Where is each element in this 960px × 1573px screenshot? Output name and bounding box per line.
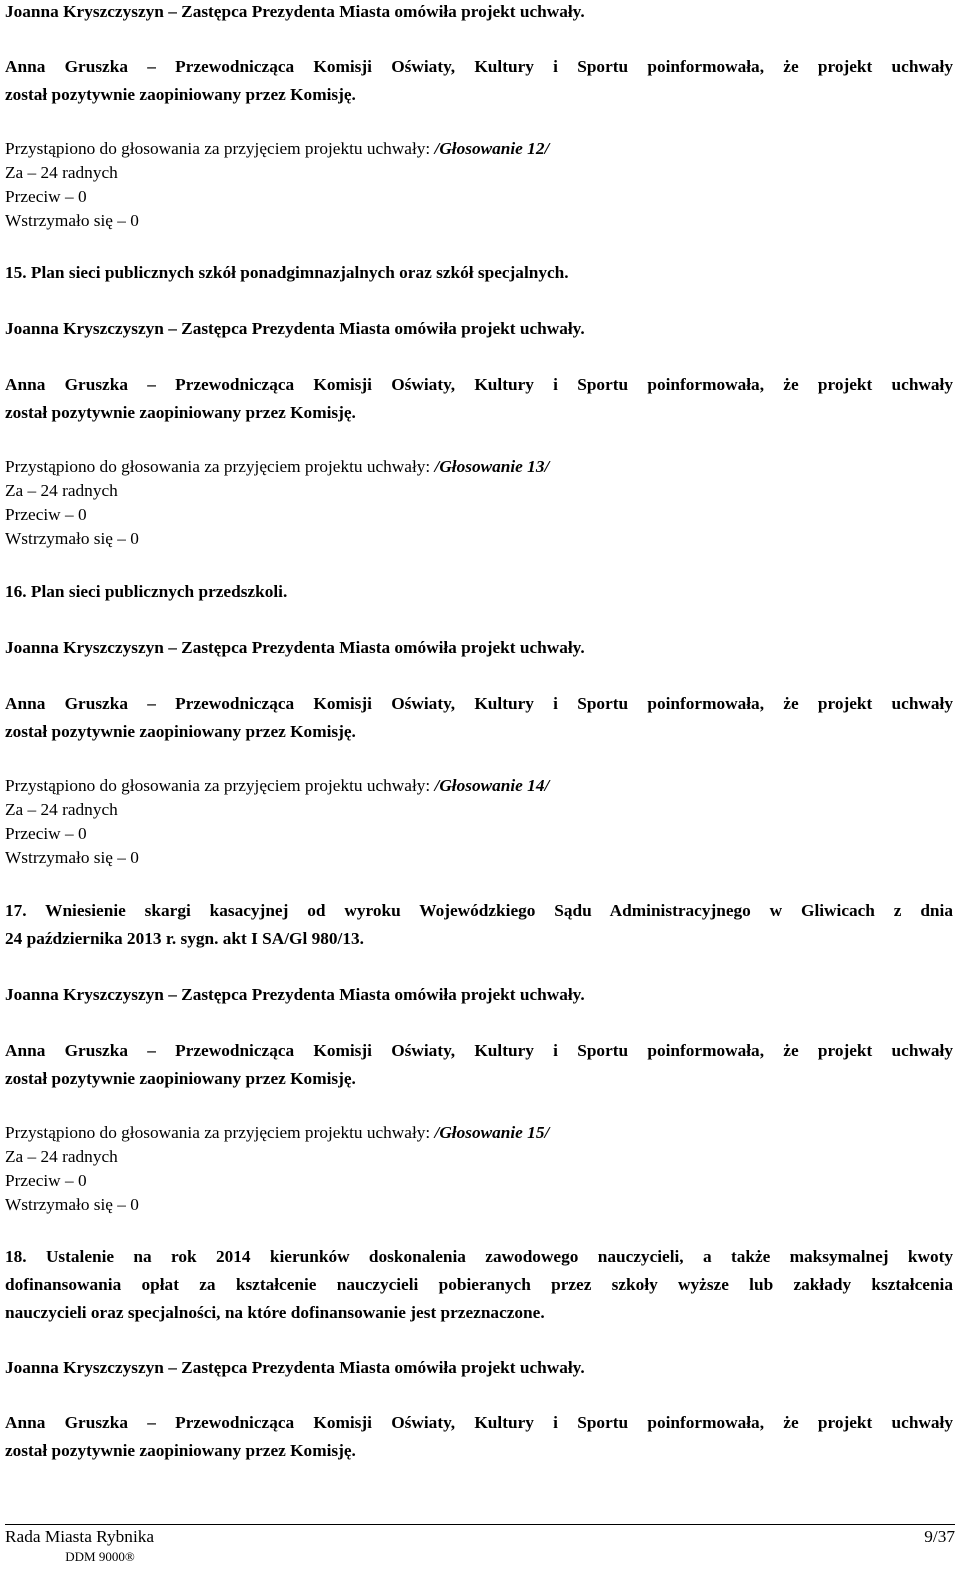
agenda-item-17-cont: 24 października 2013 r. sygn. akt I SA/Gl 980/13.: [5, 929, 364, 948]
agenda-item-18-cont: nauczycieli oraz specjalności, na które dofinansowanie jest przeznaczone.: [5, 1303, 545, 1322]
agenda-item-16: 16. Plan sieci publicznych przedszkoli.: [5, 582, 288, 601]
footer-council-name: Rada Miasta Rybnika: [5, 1527, 155, 1546]
vote-abstain: Wstrzymało się – 0: [5, 848, 139, 867]
vote-abstain: Wstrzymało się – 0: [5, 1195, 139, 1214]
committee-line: Anna Gruszka – Przewodnicząca Komisji Oświaty, Kultury i Sportu poinformowała, że projekt uchwały: [5, 375, 953, 394]
agenda-item-15: 15. Plan sieci publicznych szkół ponadgimnazjalnych oraz szkół specjalnych.: [5, 263, 569, 282]
vote-number: /Głosowanie 12/: [434, 139, 550, 158]
speaker-line: Joanna Kryszczyszyn – Zastępca Prezydenta Miasta omówiła projekt uchwały.: [5, 638, 585, 657]
committee-line-cont: został pozytywnie zaopiniowany przez Komisję.: [5, 722, 356, 741]
speaker-line: Joanna Kryszczyszyn – Zastępca Prezydenta Miasta omówiła projekt uchwały.: [5, 985, 585, 1004]
committee-line: Anna Gruszka – Przewodnicząca Komisji Oświaty, Kultury i Sportu poinformowała, że projekt uchwały: [5, 57, 953, 76]
vote-number: /Głosowanie 13/: [434, 457, 550, 476]
speaker-line: Joanna Kryszczyszyn – Zastępca Prezydenta Miasta omówiła projekt uchwały.: [5, 319, 585, 338]
vote-for: Za – 24 radnych: [5, 163, 118, 182]
vote-number: /Głosowanie 15/: [434, 1123, 550, 1142]
vote-against: Przeciw – 0: [5, 187, 87, 206]
committee-line-cont: został pozytywnie zaopiniowany przez Komisję.: [5, 85, 356, 104]
vote-intro: Przystąpiono do głosowania za przyjęciem projektu uchwały: /Głosowanie 15/: [5, 1123, 550, 1142]
vote-for: Za – 24 radnych: [5, 800, 118, 819]
vote-number: /Głosowanie 14/: [434, 776, 550, 795]
footer-mark: DDM 9000®: [65, 1549, 135, 1564]
page-number: 9/37: [924, 1527, 955, 1546]
committee-line-cont: został pozytywnie zaopiniowany przez Komisję.: [5, 403, 356, 422]
agenda-item-18: 18. Ustalenie na rok 2014 kierunków doskonalenia zawodowego nauczycieli, a także maksymalnej kwoty: [5, 1247, 953, 1266]
vote-against: Przeciw – 0: [5, 505, 87, 524]
committee-line-cont: został pozytywnie zaopiniowany przez Komisję.: [5, 1069, 356, 1088]
committee-line: Anna Gruszka – Przewodnicząca Komisji Oświaty, Kultury i Sportu poinformowała, że projekt uchwały: [5, 694, 953, 713]
agenda-item-17: 17. Wniesienie skargi kasacyjnej od wyroku Wojewódzkiego Sądu Administracyjnego w Gliwicach z dnia: [5, 901, 953, 920]
agenda-item-18-cont: dofinansowania opłat za kształcenie nauczycieli pobieranych przez szkoły wyższe lub zakłady kształcenia: [5, 1275, 953, 1294]
committee-line-cont: został pozytywnie zaopiniowany przez Komisję.: [5, 1441, 356, 1460]
vote-intro: Przystąpiono do głosowania za przyjęciem projektu uchwały: /Głosowanie 13/: [5, 457, 550, 476]
speaker-line: Joanna Kryszczyszyn – Zastępca Prezydenta Miasta omówiła projekt uchwały.: [5, 2, 585, 21]
vote-intro: Przystąpiono do głosowania za przyjęciem projektu uchwały: /Głosowanie 14/: [5, 776, 550, 795]
vote-intro: Przystąpiono do głosowania za przyjęciem projektu uchwały: /Głosowanie 12/: [5, 139, 550, 158]
footer-divider: [5, 1524, 955, 1525]
speaker-line: Joanna Kryszczyszyn – Zastępca Prezydenta Miasta omówiła projekt uchwały.: [5, 1358, 585, 1377]
committee-line: Anna Gruszka – Przewodnicząca Komisji Oświaty, Kultury i Sportu poinformowała, że projekt uchwały: [5, 1041, 953, 1060]
committee-line: Anna Gruszka – Przewodnicząca Komisji Oświaty, Kultury i Sportu poinformowała, że projekt uchwały: [5, 1413, 953, 1432]
vote-abstain: Wstrzymało się – 0: [5, 211, 139, 230]
vote-against: Przeciw – 0: [5, 824, 87, 843]
vote-for: Za – 24 radnych: [5, 1147, 118, 1166]
vote-abstain: Wstrzymało się – 0: [5, 529, 139, 548]
vote-for: Za – 24 radnych: [5, 481, 118, 500]
vote-against: Przeciw – 0: [5, 1171, 87, 1190]
